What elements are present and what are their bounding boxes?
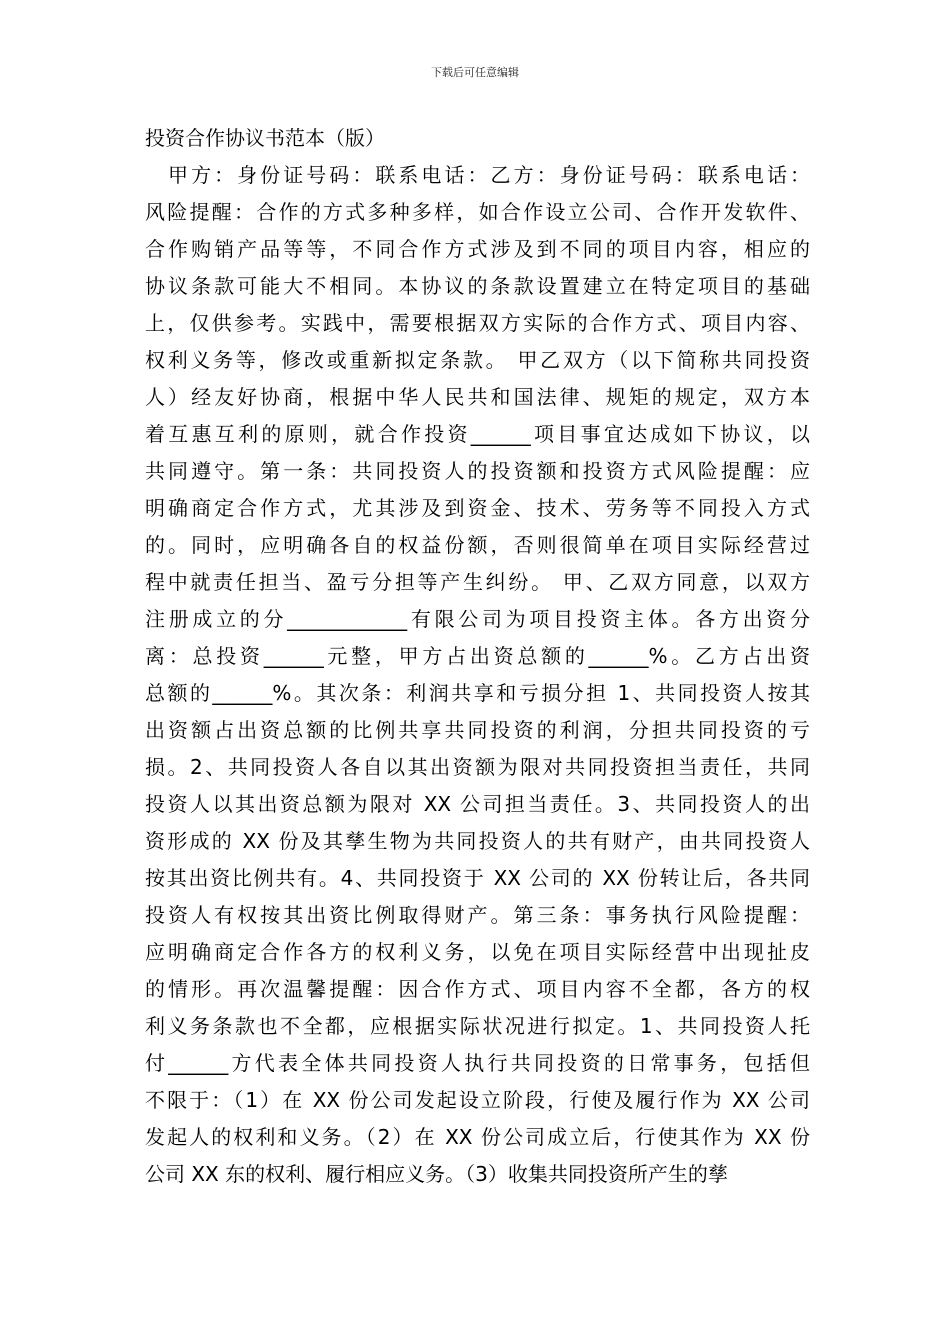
body-line: 投资人以其出资总额为限对 XX 公司担当责任。3、共同投资人的出 (145, 792, 810, 816)
body-line: 人）经友好协商，根据中华人民共和国法律、规矩的规定，双方本 (145, 385, 810, 409)
body-line: 发起人的权利和义务。（2）在 XX 份公司成立后，行使其作为 XX 份 (145, 1125, 810, 1149)
body-line: 利义务条款也不全都，应根据实际状况进行拟定。1、共同投资人托 (145, 1014, 810, 1038)
body-line: 甲方：身份证号码：联系电话：乙方：身份证号码：联系电话： (145, 163, 810, 187)
document-title: 投资合作协议书范本（版） (145, 126, 385, 150)
body-line: 投资人有权按其出资比例取得财产。第三条：事务执行风险提醒： (145, 903, 810, 927)
body-line: 权利义务等，修改或重新拟定条款。 甲乙双方（以下简称共同投资 (145, 348, 810, 372)
body-line: 协议条款可能大不相同。本协议的条款设置建立在特定项目的基础 (145, 274, 810, 298)
body-line: 共同遵守。第一条：共同投资人的投资额和投资方式风险提醒：应 (145, 459, 810, 483)
body-line: 的。同时，应明确各自的权益份额，否则很简单在项目实际经营过 (145, 533, 810, 557)
body-line: 损。2、共同投资人各自以其出资额为限对共同投资担当责任，共同 (145, 755, 810, 779)
document-body (145, 120, 810, 1193)
body-line: 明确商定合作方式，尤其涉及到资金、技术、劳务等不同投入方式 (145, 496, 810, 520)
body-line: 不限于：（1）在 XX 份公司发起设立阶段，行使及履行作为 XX 公司 (145, 1088, 810, 1112)
body-line: 的情形。再次温馨提醒：因合作方式、项目内容不全都，各方的权 (145, 977, 810, 1001)
body-line: 付______方代表全体共同投资人执行共同投资的日常事务，包括但 (145, 1051, 810, 1075)
body-line: 总额的______%。其次条：利润共享和亏损分担 1、共同投资人按其 (145, 681, 810, 705)
body-line: 上，仅供参考。实践中，需要根据双方实际的合作方式、项目内容、 (145, 311, 810, 335)
body-line: 离：总投资______元整，甲方占出资总额的______%。乙方占出资 (145, 644, 810, 668)
body-line: 资形成的 XX 份及其孳生物为共同投资人的共有财产，由共同投资人 (145, 829, 810, 853)
body-line: 着互惠互利的原则，就合作投资______项目事宜达成如下协议，以 (145, 422, 810, 446)
body-line: 按其出资比例共有。4、共同投资于 XX 公司的 XX 份转让后，各共同 (145, 866, 810, 890)
body-line: 风险提醒：合作的方式多种多样，如合作设立公司、合作开发软件、 (145, 200, 810, 224)
body-line: 应明确商定合作各方的权利义务，以免在项目实际经营中出现扯皮 (145, 940, 810, 964)
body-line: 公司 XX 东的权利、履行相应义务。（3）收集共同投资所产生的孳 (145, 1162, 728, 1186)
body-line: 合作购销产品等等，不同合作方式涉及到不同的项目内容，相应的 (145, 237, 810, 261)
body-line: 程中就责任担当、盈亏分担等产生纠纷。 甲、乙双方同意，以双方 (145, 570, 810, 594)
body-line: 注册成立的分____________有限公司为项目投资主体。各方出资分 (145, 607, 810, 631)
body-line: 出资额占出资总额的比例共享共同投资的利润，分担共同投资的亏 (145, 718, 810, 742)
page-header-note: 下载后可任意编辑 (431, 66, 519, 79)
